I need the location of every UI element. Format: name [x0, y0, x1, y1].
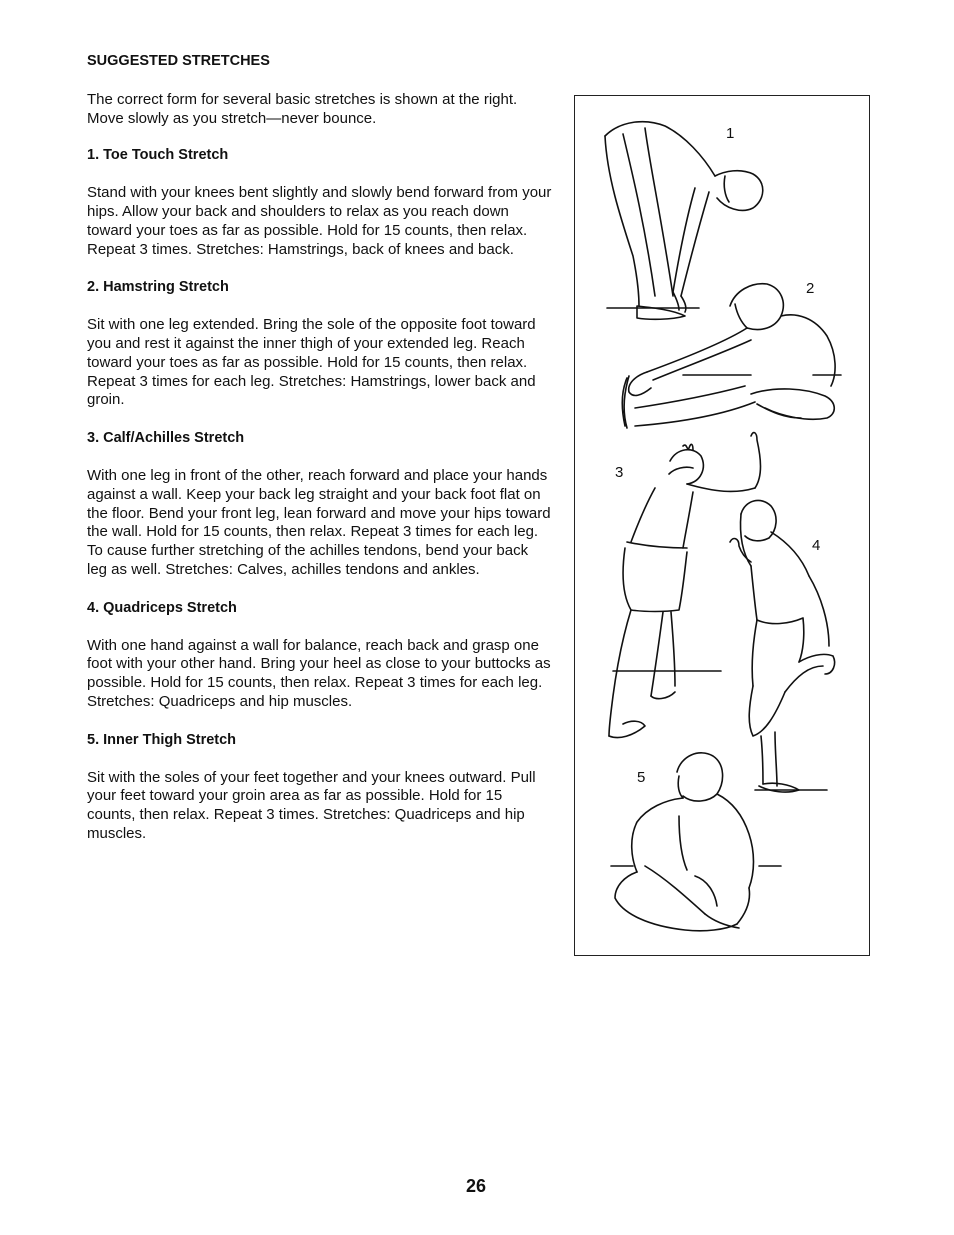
stretch-item — [87, 429, 552, 580]
intro-paragraph: The correct form for several basic stretches is shown at the right. Move slowly as you stretch—never bounce. — [87, 90, 518, 127]
stretch-title: 3. Calf/Achilles Stretch — [87, 430, 245, 447]
stretch-illustrations-panel — [574, 95, 870, 956]
stretch-description: Sit with one leg extended. Bring the sole of the opposite foot toward you and rest it against the inner thigh of your extended leg. Reach toward your toes as far as possible. Hold for 15 counts, then relax. Repeat 3 times for each leg. Stretches: Hamstrings, lower back and groin. — [87, 316, 536, 409]
instructions-column — [87, 52, 552, 863]
hamstring-illustration — [622, 284, 841, 428]
figure-label: 1 — [726, 125, 735, 142]
calf-stretch-illustration — [609, 433, 761, 738]
stretch-item — [87, 731, 552, 844]
stretch-item — [87, 278, 552, 410]
figure-label: 3 — [615, 464, 624, 481]
stretch-description: With one leg in front of the other, reach forward and place your hands against a wall. Keep your back leg straight and your back foot flat on the floor. Bend your front leg, lean forward and move your hips toward the wall. Hold for 15 counts, then relax. Repeat 3 times for each leg. To cause further stretching of the achilles tendons, bend your back leg as well. Stretches: Calves, achilles tendons and ankles. — [87, 466, 551, 578]
stretch-description: Stand with your knees bent slightly and slowly bend forward from your hips. Allow your back and shoulders to relax as you reach down toward your toes as far as possible. Hold for 15 counts, then relax. Repeat 3 times. Stretches: Hamstrings, back of knees and back. — [87, 184, 552, 258]
toe-touch-illustration — [605, 122, 763, 320]
stretch-item — [87, 599, 552, 712]
stretch-title: 5. Inner Thigh Stretch — [87, 731, 237, 748]
stretch-description: Sit with the soles of your feet together and your knees outward. Pull your feet toward your groin area as far as possible. Hold for 15 counts, then relax. Repeat 3 times. Stretches: Quadriceps and hip muscles. — [87, 768, 536, 842]
page-number: 26 — [466, 1176, 487, 1196]
stretch-title: 2. Hamstring Stretch — [87, 279, 229, 296]
section-heading: SUGGESTED STRETCHES — [87, 53, 270, 69]
stretch-title: 4. Quadriceps Stretch — [87, 599, 237, 616]
figure-label: 4 — [812, 537, 821, 554]
stretch-description: With one hand against a wall for balance, reach back and grasp one foot with your other hand. Bring your heel as close to your buttocks as possible. Hold for 15 counts, then relax. Repeat 3 times for each leg. Stretches: Quadriceps and hip muscles. — [87, 636, 551, 710]
figure-label: 2 — [806, 280, 815, 297]
stretch-item — [87, 146, 552, 259]
stretch-title: 1. Toe Touch Stretch — [87, 147, 229, 164]
figure-label: 5 — [637, 769, 646, 786]
